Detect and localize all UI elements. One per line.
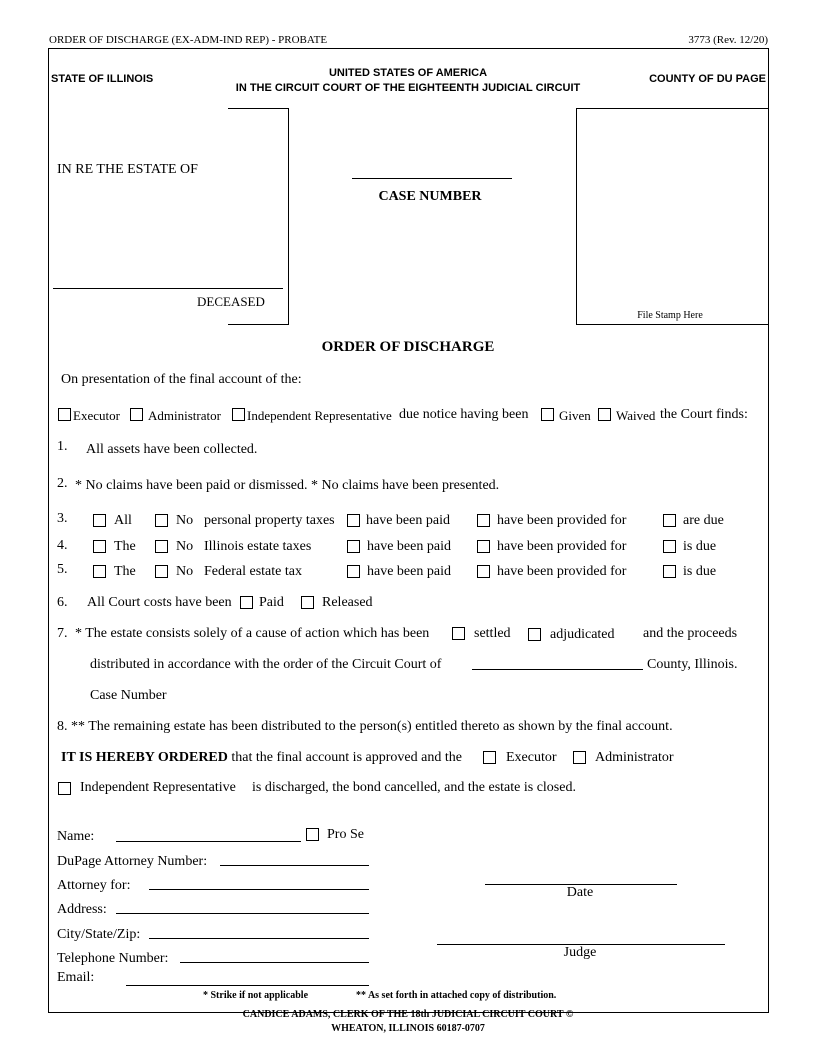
item3-paid-checkbox[interactable] <box>347 514 360 527</box>
item6-text: All Court costs have been <box>87 595 232 610</box>
circuit-county-line[interactable] <box>472 669 643 670</box>
item5-no-checkbox[interactable] <box>155 565 168 578</box>
discharge-independent-checkbox[interactable] <box>58 782 71 795</box>
item7-text: * The estate consists solely of a cause of action which has been <box>75 626 430 641</box>
item1-text: All assets have been collected. <box>86 442 258 457</box>
due-notice-text: due notice having been <box>399 407 529 422</box>
form-title: ORDER OF DISCHARGE (EX-ADM-IND REP) - PROBATE <box>49 34 328 46</box>
attorney-for-label: Attorney for: <box>57 878 131 893</box>
item5-due-label: is due <box>683 564 717 579</box>
pro-se-label: Pro Se <box>327 827 364 842</box>
address-label: Address: <box>57 902 107 917</box>
ordered-paragraph <box>61 750 462 766</box>
frame-left <box>48 48 49 1013</box>
frame-right <box>768 48 769 1013</box>
item5-paid-label: have been paid <box>367 564 451 579</box>
item4-paid-label: have been paid <box>367 539 451 554</box>
form-number: 3773 (Rev. 12/20) <box>688 34 768 46</box>
deceased-name-line[interactable] <box>53 288 283 289</box>
intro-text: On presentation of the final account of the: <box>61 372 302 387</box>
telephone-line[interactable] <box>180 962 369 963</box>
item1-number: 1. <box>57 439 68 454</box>
costs-paid-label: Paid <box>259 595 284 610</box>
caption-box-top <box>228 108 288 109</box>
discharge-administrator-label: Administrator <box>595 750 674 765</box>
pro-se-checkbox[interactable] <box>306 828 319 841</box>
settled-label: settled <box>474 626 511 641</box>
item4-no-label: No <box>176 539 194 554</box>
item5-the-checkbox[interactable] <box>93 565 106 578</box>
item6-number: 6. <box>57 595 68 610</box>
file-stamp-label: File Stamp Here <box>637 310 703 321</box>
caption-box-right <box>288 108 289 325</box>
item2-text: * No claims have been paid or dismissed. * No claims have been presented. <box>75 478 500 493</box>
country-label: UNITED STATES OF AMERICA <box>328 67 488 79</box>
item3-paid-label: have been paid <box>366 513 450 528</box>
judge-label: Judge <box>563 945 597 960</box>
item3-no-checkbox[interactable] <box>155 514 168 527</box>
item7-case-number-label: Case Number <box>90 688 167 703</box>
costs-released-label: Released <box>322 595 373 610</box>
item4-paid-checkbox[interactable] <box>347 540 360 553</box>
file-stamp-top <box>576 108 768 109</box>
item4-number: 4. <box>57 538 68 553</box>
discharge-executor-checkbox[interactable] <box>483 751 496 764</box>
item7-line2: distributed in accordance with the order of the Circuit Court of <box>90 657 442 672</box>
file-stamp-bottom <box>576 324 768 325</box>
court-finds-text: the Court finds: <box>660 407 748 422</box>
telephone-label: Telephone Number: <box>57 951 169 966</box>
item4-subject: Illinois estate taxes <box>204 539 312 554</box>
deceased-label: DECEASED <box>197 294 265 309</box>
discharge-administrator-checkbox[interactable] <box>573 751 586 764</box>
discharge-independent-label: Independent Representative <box>80 780 236 795</box>
item5-the-label: The <box>114 564 136 579</box>
case-number-line[interactable] <box>352 178 512 179</box>
item8-text: 8. ** The remaining estate has been distributed to the person(s) entitled thereto as shown by the final account. <box>57 719 673 734</box>
order-title: ORDER OF DISCHARGE <box>321 339 495 355</box>
address-line[interactable] <box>116 913 369 914</box>
item4-due-label: is due <box>683 539 717 554</box>
item5-number: 5. <box>57 562 68 577</box>
item2-number: 2. <box>57 476 68 491</box>
frame-top <box>48 48 769 49</box>
given-label: Given <box>559 408 591 423</box>
county-label: COUNTY OF DU PAGE <box>649 73 766 85</box>
executor-checkbox[interactable] <box>58 408 71 421</box>
item4-no-checkbox[interactable] <box>155 540 168 553</box>
item3-number: 3. <box>57 511 68 526</box>
item3-provided-label: have been provided for <box>497 513 627 528</box>
item3-due-checkbox[interactable] <box>663 514 676 527</box>
email-line[interactable] <box>126 985 369 986</box>
date-label: Date <box>566 885 594 900</box>
discharged-text: is discharged, the bond cancelled, and the estate is closed. <box>252 780 576 795</box>
settled-checkbox[interactable] <box>452 627 465 640</box>
ordered-text: that the final account is approved and the <box>231 750 462 765</box>
county-illinois-text: County, Illinois. <box>647 657 738 672</box>
item3-all-label: All <box>114 513 132 528</box>
state-label: STATE OF ILLINOIS <box>51 73 154 85</box>
attorney-for-line[interactable] <box>149 889 369 890</box>
costs-paid-checkbox[interactable] <box>240 596 253 609</box>
item5-provided-checkbox[interactable] <box>477 565 490 578</box>
item4-the-checkbox[interactable] <box>93 540 106 553</box>
city-line[interactable] <box>149 938 369 939</box>
court-label: IN THE CIRCUIT COURT OF THE EIGHTEENTH JUDICIAL CIRCUIT <box>235 82 581 94</box>
independent-rep-label: Independent Representative <box>247 408 392 423</box>
costs-released-checkbox[interactable] <box>301 596 314 609</box>
item3-due-label: are due <box>683 513 724 528</box>
strike-note: * Strike if not applicable <box>203 990 309 1001</box>
item4-provided-checkbox[interactable] <box>477 540 490 553</box>
item3-all-checkbox[interactable] <box>93 514 106 527</box>
clerk-address: WHEATON, ILLINOIS 60187-0707 <box>331 1023 485 1034</box>
ordered-bold-text: IT IS HEREBY ORDERED <box>61 750 228 765</box>
executor-label: Executor <box>73 408 120 423</box>
item4-the-label: The <box>114 539 136 554</box>
city-label: City/State/Zip: <box>57 927 141 942</box>
item7-number: 7. <box>57 626 68 641</box>
item5-paid-checkbox[interactable] <box>347 565 360 578</box>
adjudicated-label: adjudicated <box>550 627 615 642</box>
adjudicated-checkbox[interactable] <box>528 628 541 641</box>
clerk-name: CANDICE ADAMS, CLERK OF THE 18th JUDICIAL CIRCUIT COURT © <box>242 1009 574 1020</box>
name-line[interactable] <box>116 841 301 842</box>
case-number-label: CASE NUMBER <box>378 189 482 204</box>
item5-subject: Federal estate tax <box>204 564 302 579</box>
discharge-executor-label: Executor <box>506 750 557 765</box>
waived-label: Waived <box>616 408 656 423</box>
dupage-number-label: DuPage Attorney Number: <box>57 854 208 869</box>
caption-box-bottom <box>228 324 288 325</box>
proceeds-text: and the proceeds <box>643 626 738 641</box>
item5-due-checkbox[interactable] <box>663 565 676 578</box>
name-label: Name: <box>57 829 95 844</box>
distribution-note: ** As set forth in attached copy of distribution. <box>356 990 557 1001</box>
administrator-checkbox[interactable] <box>130 408 143 421</box>
item3-no-label: No <box>176 513 194 528</box>
independent-rep-checkbox[interactable] <box>232 408 245 421</box>
in-re-estate-label: IN RE THE ESTATE OF <box>57 162 198 177</box>
administrator-label: Administrator <box>148 408 221 423</box>
item3-subject: personal property taxes <box>204 513 335 528</box>
item5-provided-label: have been provided for <box>497 564 627 579</box>
item4-due-checkbox[interactable] <box>663 540 676 553</box>
item3-provided-checkbox[interactable] <box>477 514 490 527</box>
waived-checkbox[interactable] <box>598 408 611 421</box>
email-label: Email: <box>57 970 95 985</box>
item4-provided-label: have been provided for <box>497 539 627 554</box>
given-checkbox[interactable] <box>541 408 554 421</box>
item5-no-label: No <box>176 564 194 579</box>
file-stamp-left <box>576 108 577 325</box>
dupage-number-line[interactable] <box>220 865 369 866</box>
